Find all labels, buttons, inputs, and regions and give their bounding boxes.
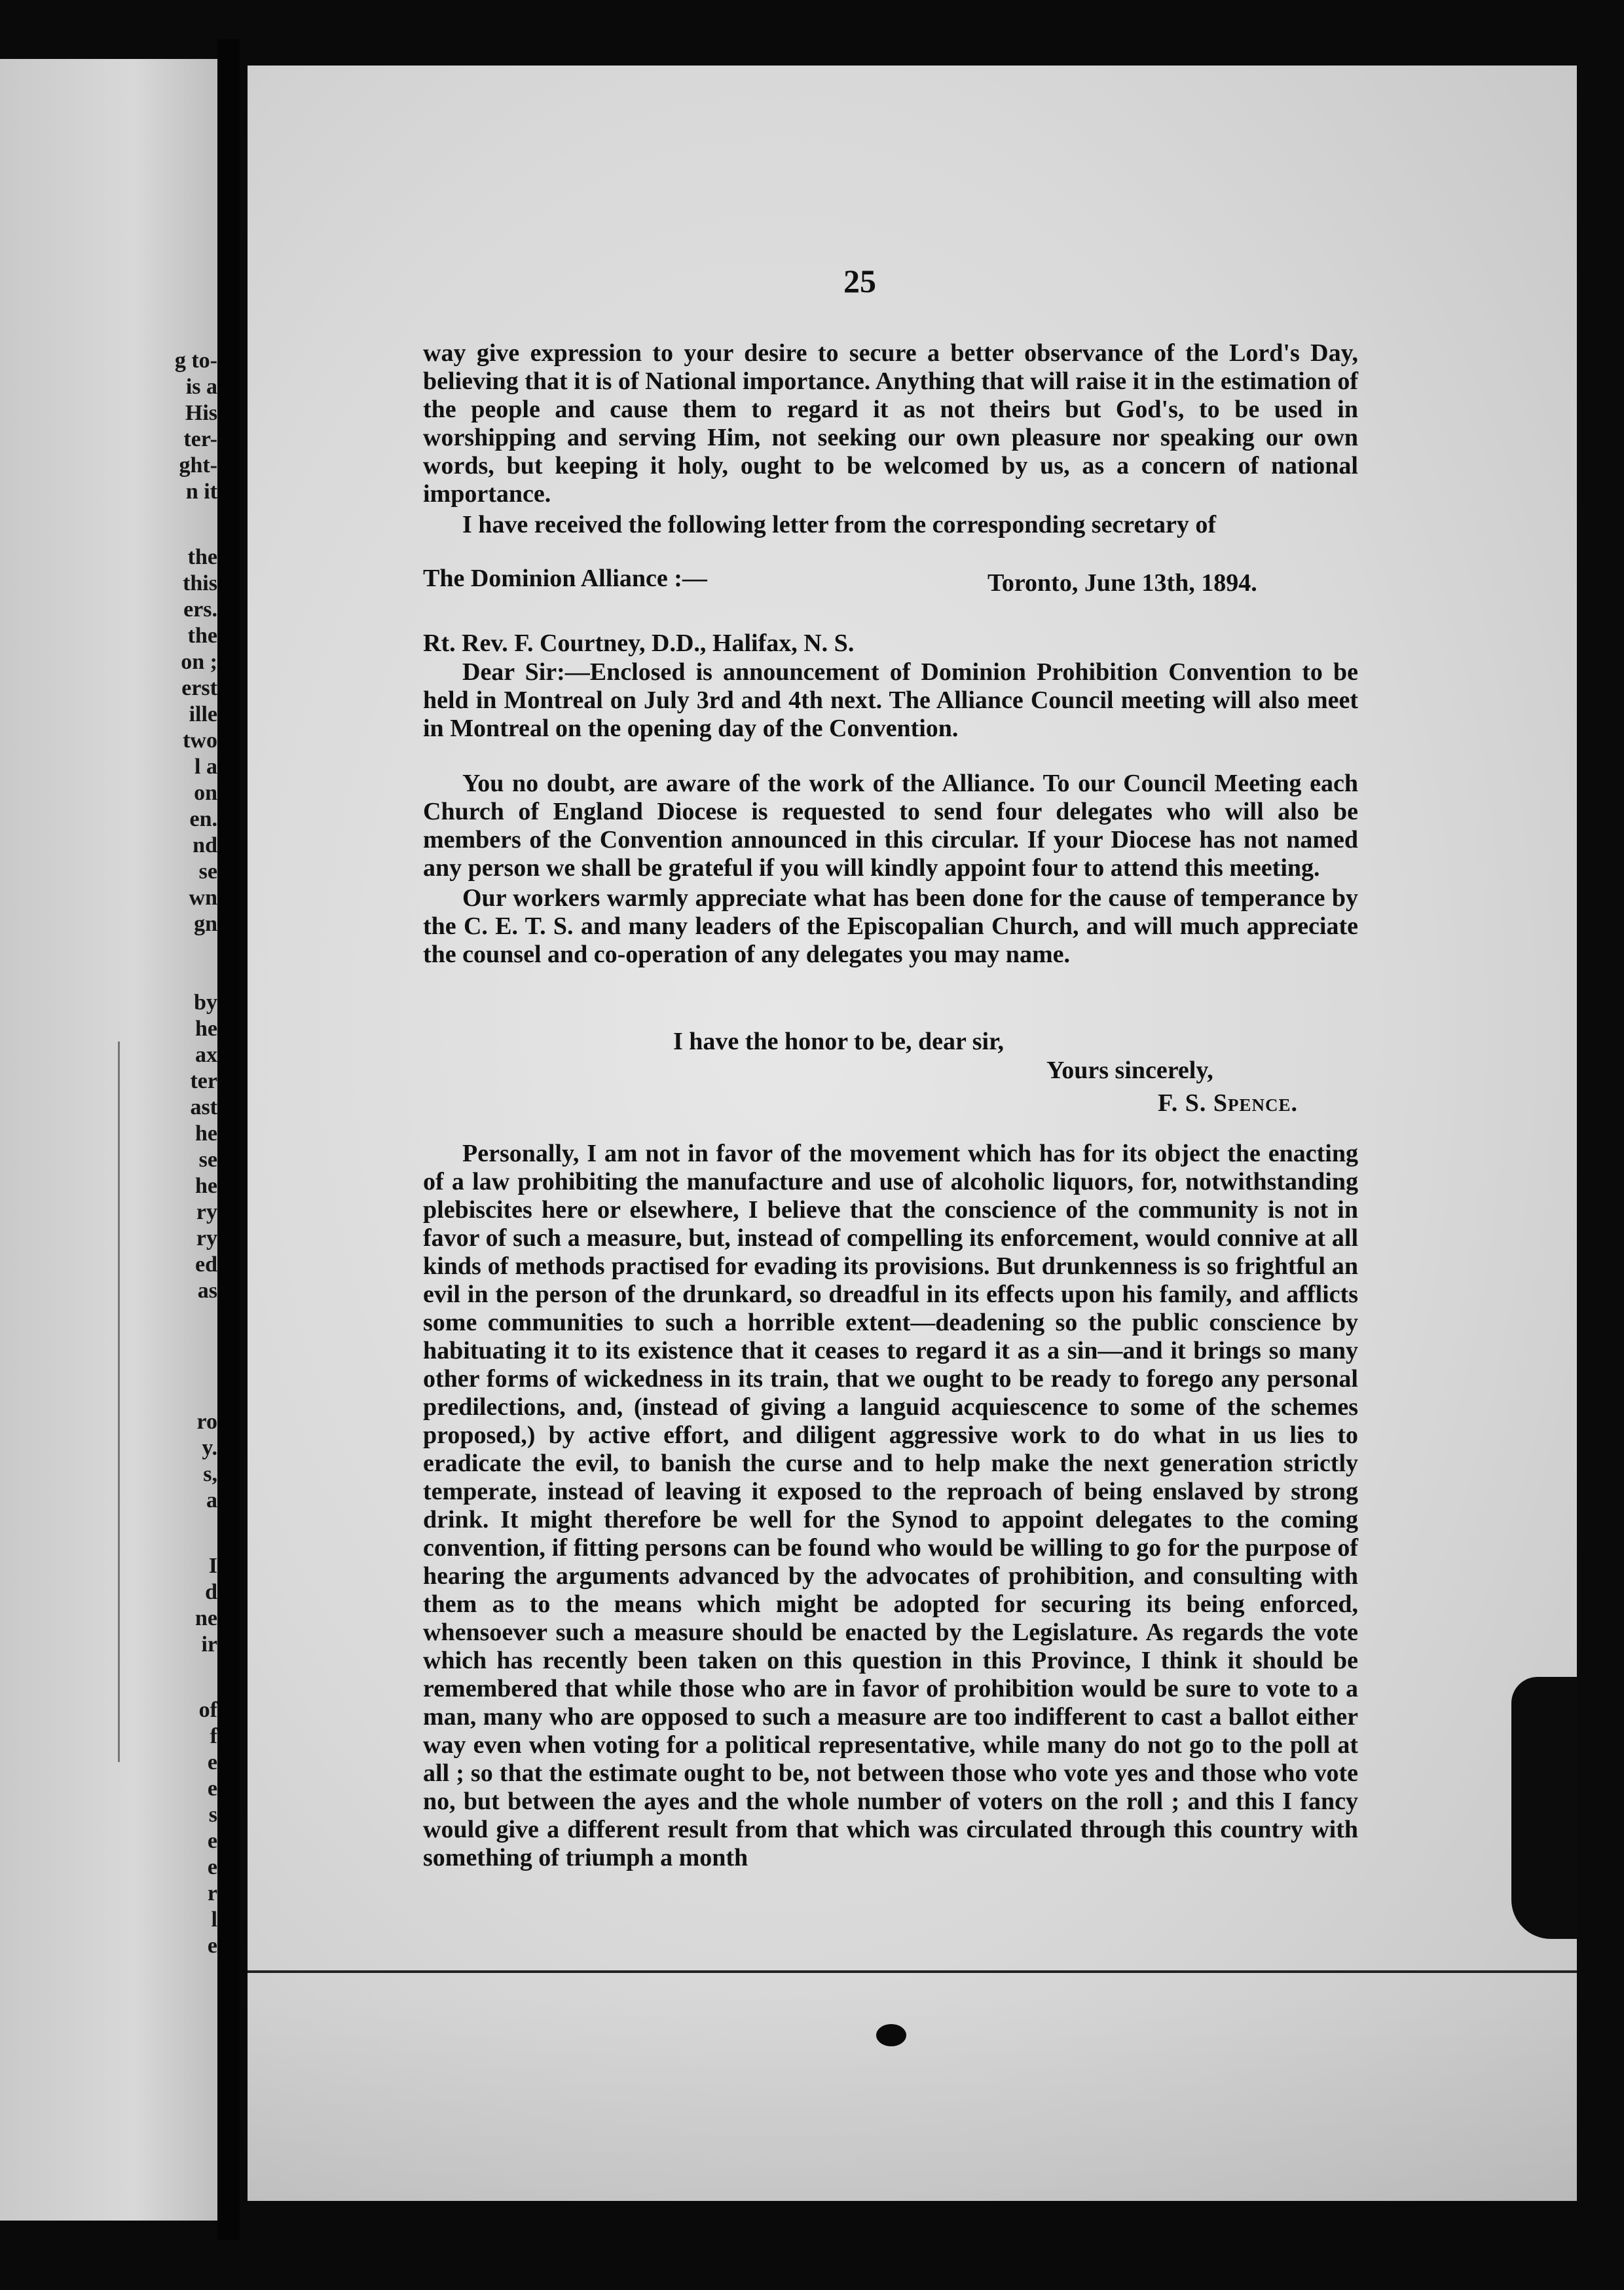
facing-page-text: d bbox=[205, 1580, 217, 1604]
facing-page-text: ro bbox=[196, 1410, 217, 1434]
facing-page-text: e bbox=[207, 1855, 217, 1879]
page-cut-line bbox=[248, 1970, 1577, 1973]
facing-page-text: he bbox=[195, 1017, 217, 1041]
facing-page-text: g to- bbox=[174, 348, 217, 373]
facing-page-text: wn bbox=[189, 886, 217, 910]
facing-page-text: on ; bbox=[181, 650, 217, 674]
facing-page-text: is a bbox=[185, 375, 217, 399]
page-edge-shadow bbox=[1511, 1677, 1577, 1939]
facing-page-text: l bbox=[211, 1907, 217, 1932]
letter-dateline: Toronto, June 13th, 1894. bbox=[987, 569, 1257, 597]
facing-page-text: the bbox=[187, 545, 217, 569]
facing-page-text: as bbox=[197, 1279, 217, 1303]
facing-page-text: erst bbox=[181, 676, 217, 700]
letter-signoff: Yours sincerely, bbox=[1046, 1057, 1213, 1084]
intro-line-1: I have received the following letter from the corresponding secretary of bbox=[462, 511, 1217, 538]
facing-page-text: nd bbox=[193, 833, 217, 857]
facing-page-text: e bbox=[207, 1750, 217, 1774]
main-paragraph: Personally, I am not in favor of the movement which has for its object the enacting of a law prohibiting the manufacture and use of alcoholic liquors, for, notwithstanding plebiscites here or elsewhere, I believe that the conscience of the community is not in favor of such a measure, but, instead of compelling its enforcement, would connive at all kinds of methods practised for evading its provisions. But drunkenness is so frightful an evil in the person of the drunkard, so dreadful in its effects upon his family, and afflicts some communities to such a horrible extent—deadening so the public conscience by habituating it to its existence that it ceases to regard it as a sin—and it brings so many other forms of wickedness in its train, that we ought to be ready to forego any personal predilections, and, (instead of giving a languid acquiescence to some of the schemes proposed,) by active effort, and diligent aggressive work to do what in us lies to eradicate the evil, to banish the curse and to help make the next generation strictly temperate, instead of leaving it exposed to the reproach of being enslaved by strong drink. It might therefore be well for the Synod to appoint delegates to the coming convention, if fitting persons can be found who would be willing to go for the purpose of hearing the arguments advanced by the advocates of prohibition, and consulting with them as to the means which might be adopted for securing its being enforced, whensoever such a measure should be enacted by the Legislature. As regards the vote which has recently been taken on this question in this Province, I think it should be remembered that while those who are in favor of prohibition would be sure to vote to a man, many who are opposed to such a measure are too indifferent to cast a ballot either way even when voting for a political representative, while many do not go to the poll at all ; so that the estimate ought to be, not between those who vote yes and those who vote no, but between the ayes and the whole number of voters on the roll ; and this I fancy would give a different result from that which was circulated through this country with something of triumph a month bbox=[423, 1140, 1358, 1871]
facing-page-text: ir bbox=[201, 1632, 217, 1657]
facing-page-text: gn bbox=[194, 912, 217, 936]
facing-page-text: ter bbox=[190, 1069, 217, 1093]
facing-page-text: on bbox=[194, 781, 217, 805]
letter-signature: F. S. Spence. bbox=[1158, 1089, 1298, 1117]
letter-paragraph-1: Dear Sir:—Enclosed is announcement of Dominion Prohibition Convention to be held in Montreal on July 3rd and 4th next. The Alliance Council meeting will also meet in Montreal on the opening day of the Convention. bbox=[423, 658, 1358, 742]
facing-page-text: s bbox=[208, 1803, 217, 1827]
facing-page-text: ille bbox=[189, 702, 217, 726]
facing-page-text: n it bbox=[185, 479, 217, 504]
facing-page-text: y. bbox=[202, 1436, 217, 1460]
facing-page-fragment bbox=[0, 59, 223, 2221]
letter-closing: I have the honor to be, dear sir, bbox=[673, 1028, 1004, 1055]
facing-page-text: I bbox=[208, 1554, 217, 1578]
page-margin-bottom bbox=[248, 1991, 1577, 2201]
facing-page-text: ne bbox=[195, 1606, 217, 1630]
facing-page-text: se bbox=[198, 859, 217, 884]
facing-page-rule bbox=[118, 1042, 120, 1762]
facing-page-text: e bbox=[207, 1934, 217, 1958]
facing-page-text: a bbox=[206, 1488, 217, 1512]
facing-page-text: f bbox=[210, 1724, 217, 1748]
facing-page-text: the bbox=[187, 624, 217, 648]
facing-page-text: r bbox=[207, 1881, 217, 1905]
book-gutter bbox=[217, 39, 240, 2240]
document-page bbox=[248, 66, 1577, 2201]
facing-page-text: of bbox=[198, 1698, 217, 1722]
facing-page-text: by bbox=[194, 990, 217, 1015]
facing-page-text: he bbox=[195, 1121, 217, 1146]
facing-page-text: e bbox=[207, 1829, 217, 1853]
letter-paragraph-3: Our workers warmly appreciate what has been done for the cause of temperance by the C. E. T. S. and many leaders of the Episcopalian Church, and will much appreciate the counsel and co-operation of any delegates you may name. bbox=[423, 884, 1358, 968]
facing-page-text: se bbox=[198, 1148, 217, 1172]
facing-page-text: s, bbox=[203, 1462, 217, 1486]
facing-page-text: ght- bbox=[179, 453, 217, 478]
facing-page-text: ry bbox=[196, 1226, 217, 1250]
ink-smudge bbox=[876, 2024, 906, 2046]
facing-page-text: ax bbox=[195, 1043, 217, 1067]
facing-page-text: ed bbox=[195, 1252, 217, 1277]
facing-page-text: en. bbox=[189, 807, 217, 831]
facing-page-text: ast bbox=[190, 1095, 217, 1119]
intro-line-2: The Dominion Alliance :— bbox=[423, 565, 707, 592]
facing-page-text: l a bbox=[194, 755, 217, 779]
page-number: 25 bbox=[843, 263, 876, 299]
facing-page-text: ry bbox=[196, 1200, 217, 1224]
facing-page-text: ers. bbox=[183, 597, 217, 622]
paragraph-1: way give expression to your desire to secure a better observance of the Lord's Day, believing that it is of National importance. Anything that will raise it in the estimation of the people and cause them to regard it as not theirs but God's, to be used in worshipping and serving Him, not seeking our own pleasure nor speaking our own words, but keeping it holy, ought to be welcomed by us, as a concern of national importance. bbox=[423, 339, 1358, 508]
facing-page-text: ter- bbox=[183, 427, 217, 451]
letter-addressee: Rt. Rev. F. Courtney, D.D., Halifax, N. S. bbox=[423, 629, 855, 657]
facing-page-text: His bbox=[185, 401, 217, 425]
facing-page-text: he bbox=[195, 1174, 217, 1198]
facing-page-text: two bbox=[183, 728, 217, 753]
letter-paragraph-2: You no doubt, are aware of the work of the Alliance. To our Council Meeting each Church of England Diocese is requested to send four delegates who will also be members of the Convention announced in this circular. If your Diocese has not named any person we shall be grateful if you will kindly appoint four to attend this meeting. bbox=[423, 770, 1358, 882]
facing-page-text: this bbox=[183, 571, 217, 595]
facing-page-text: e bbox=[207, 1776, 217, 1801]
